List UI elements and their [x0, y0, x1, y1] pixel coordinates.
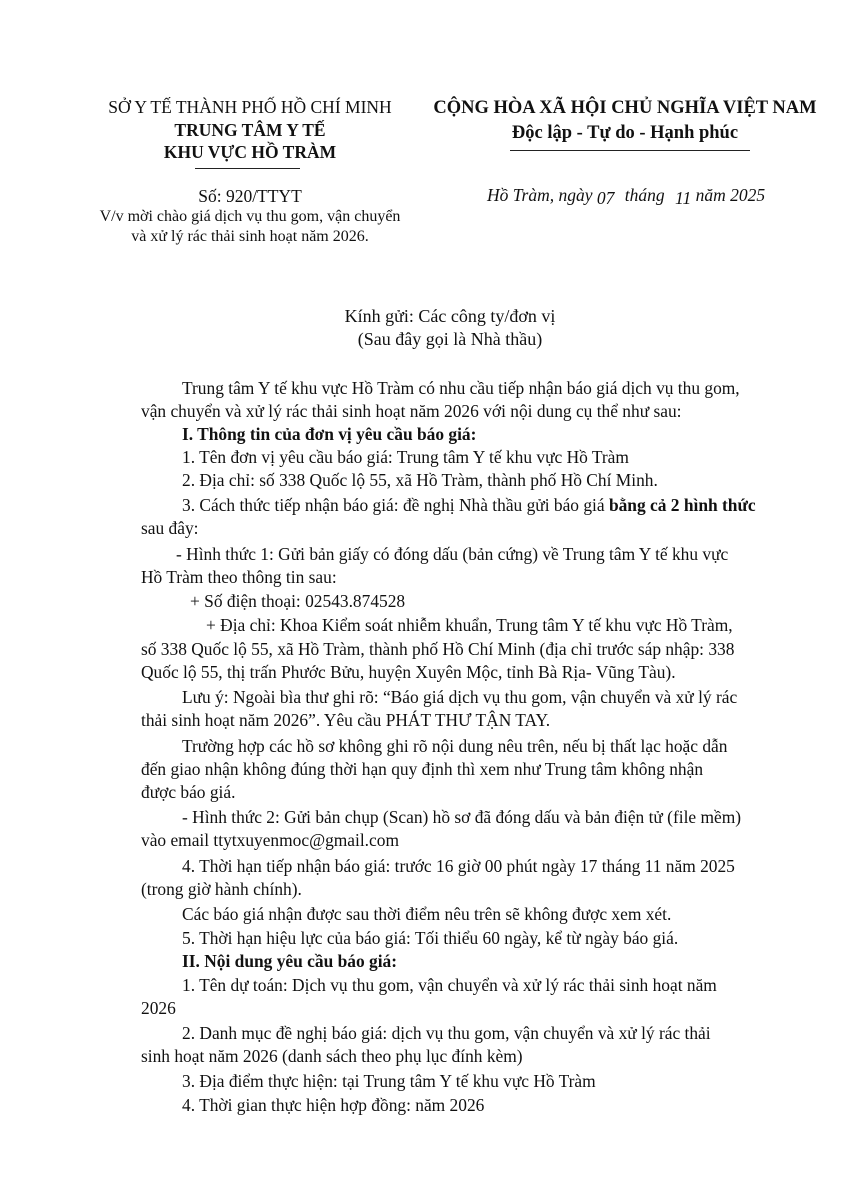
- recipient-line2: (Sau đây gọi là Nhà thầu): [357, 329, 543, 349]
- s2-item1-line2: 2026: [141, 998, 176, 1018]
- date-day: 07: [596, 188, 615, 208]
- phone-line: + Số điện thoại: 02543.874528: [190, 591, 406, 611]
- late-note: Các báo giá nhận được sau thời điểm nêu trên sẽ không được xem xét.: [182, 904, 672, 924]
- subject-line1: V/v mời chào giá dịch vụ thu gom, vận chuyển: [99, 208, 401, 225]
- s2-item3: 3. Địa điểm thực hiện: tại Trung tâm Y tế khu vực Hồ Tràm: [182, 1071, 596, 1091]
- address-line3: Quốc lộ 55, thị trấn Phước Bửu, huyện Xuyên Mộc, tỉnh Bà Rịa- Vũng Tàu).: [141, 662, 676, 682]
- s1-item3-cont: sau đây:: [141, 518, 199, 538]
- case-line3: được báo giá.: [141, 782, 236, 802]
- note-line1: Lưu ý: Ngoài bìa thư ghi rõ: “Báo giá dịch vụ thu gom, vận chuyển và xử lý rác: [182, 687, 738, 707]
- unit-name-line1: TRUNG TÂM Y TẾ: [174, 120, 326, 140]
- date-line: [487, 185, 765, 206]
- address-line1: + Địa chỉ: Khoa Kiểm soát nhiễm khuẩn, Trung tâm Y tế khu vực Hồ Tràm,: [206, 615, 733, 635]
- slogan-underline: [510, 150, 750, 151]
- date-suffix: năm 2025: [695, 185, 766, 205]
- s1-item1: 1. Tên đơn vị yêu cầu báo giá: Trung tâm Y tế khu vực Hồ Tràm: [182, 447, 629, 467]
- method2-line1: - Hình thức 2: Gửi bản chụp (Scan) hồ sơ đã đóng dấu và bản điện tử (file mềm): [182, 807, 742, 827]
- s1-item2: 2. Địa chỉ: số 338 Quốc lộ 55, xã Hồ Tràm, thành phố Hồ Chí Minh.: [182, 470, 658, 490]
- subject-line2: và xử lý rác thải sinh hoạt năm 2026.: [131, 228, 369, 245]
- s2-item2-line2: sinh hoạt năm 2026 (danh sách theo phụ lục đính kèm): [141, 1046, 523, 1066]
- national-slogan: Độc lập - Tự do - Hạnh phúc: [511, 123, 739, 143]
- unit-name-line2: KHU VỰC HỒ TRÀM: [163, 142, 337, 162]
- date-month-label: tháng: [624, 185, 665, 205]
- s2-item4: 4. Thời gian thực hiện hợp đồng: năm 2026: [182, 1095, 485, 1115]
- address-line2: số 338 Quốc lộ 55, xã Hồ Tràm, thành phố Hồ Chí Minh (địa chỉ trước sáp nhập: 338: [141, 639, 735, 659]
- ministry-name: SỞ Y TẾ THÀNH PHỐ HỒ CHÍ MINH: [108, 97, 392, 117]
- intro-line2: vận chuyển và xử lý rác thải sinh hoạt năm 2026 với nội dung cụ thể như sau:: [141, 401, 682, 421]
- method2-line2: vào email ttytxuyenmoc@gmail.com: [141, 830, 399, 850]
- method1-line1: - Hình thức 1: Gửi bản giấy có đóng dấu (bản cứng) về Trung tâm Y tế khu vực: [176, 544, 729, 564]
- national-motto: CỘNG HÒA XÃ HỘI CHỦ NGHĨA VIỆT NAM: [433, 98, 817, 118]
- s2-item1-line1: 1. Tên dự toán: Dịch vụ thu gom, vận chuyển và xử lý rác thải sinh hoạt năm: [182, 975, 717, 995]
- section1-heading: I. Thông tin của đơn vị yêu cầu báo giá:: [182, 424, 477, 444]
- intro-line1: Trung tâm Y tế khu vực Hồ Tràm có nhu cầu tiếp nhận báo giá dịch vụ thu gom,: [182, 378, 740, 398]
- date-prefix: Hồ Tràm, ngày: [487, 185, 593, 205]
- case-line1: Trường hợp các hồ sơ không ghi rõ nội dung nêu trên, nếu bị thất lạc hoặc dẫn: [182, 736, 728, 756]
- s1-item3-emphasis: bằng cả 2 hình thức: [608, 495, 756, 515]
- s1-item3: [182, 494, 756, 517]
- section2-heading: II. Nội dung yêu cầu báo giá:: [182, 951, 398, 971]
- s2-item2-line1: 2. Danh mục đề nghị báo giá: dịch vụ thu gom, vận chuyển và xử lý rác thải: [182, 1023, 711, 1043]
- method1-line2: Hồ Tràm theo thông tin sau:: [141, 567, 337, 587]
- s1-item4-line1: 4. Thời hạn tiếp nhận báo giá: trước 16 giờ 00 phút ngày 17 tháng 11 năm 2025: [182, 856, 735, 876]
- case-line2: đến giao nhận không đúng thời hạn quy định thì xem như Trung tâm không nhận: [141, 759, 704, 779]
- unit-underline: [195, 168, 300, 169]
- document-number: Số: 920/TTYT: [198, 186, 302, 206]
- note-line2: thải sinh hoạt năm 2026”. Yêu cầu PHÁT THƯ TẬN TAY.: [141, 710, 551, 730]
- s1-item4-line2: (trong giờ hành chính).: [141, 879, 302, 899]
- s1-item3-text: 3. Cách thức tiếp nhận báo giá: đề nghị Nhà thầu gửi báo giá: [182, 495, 609, 515]
- recipient-line1: Kính gửi: Các công ty/đơn vị: [344, 306, 556, 326]
- date-month: 11: [675, 188, 692, 208]
- s1-item5: 5. Thời hạn hiệu lực của báo giá: Tối thiểu 60 ngày, kể từ ngày báo giá.: [182, 928, 679, 948]
